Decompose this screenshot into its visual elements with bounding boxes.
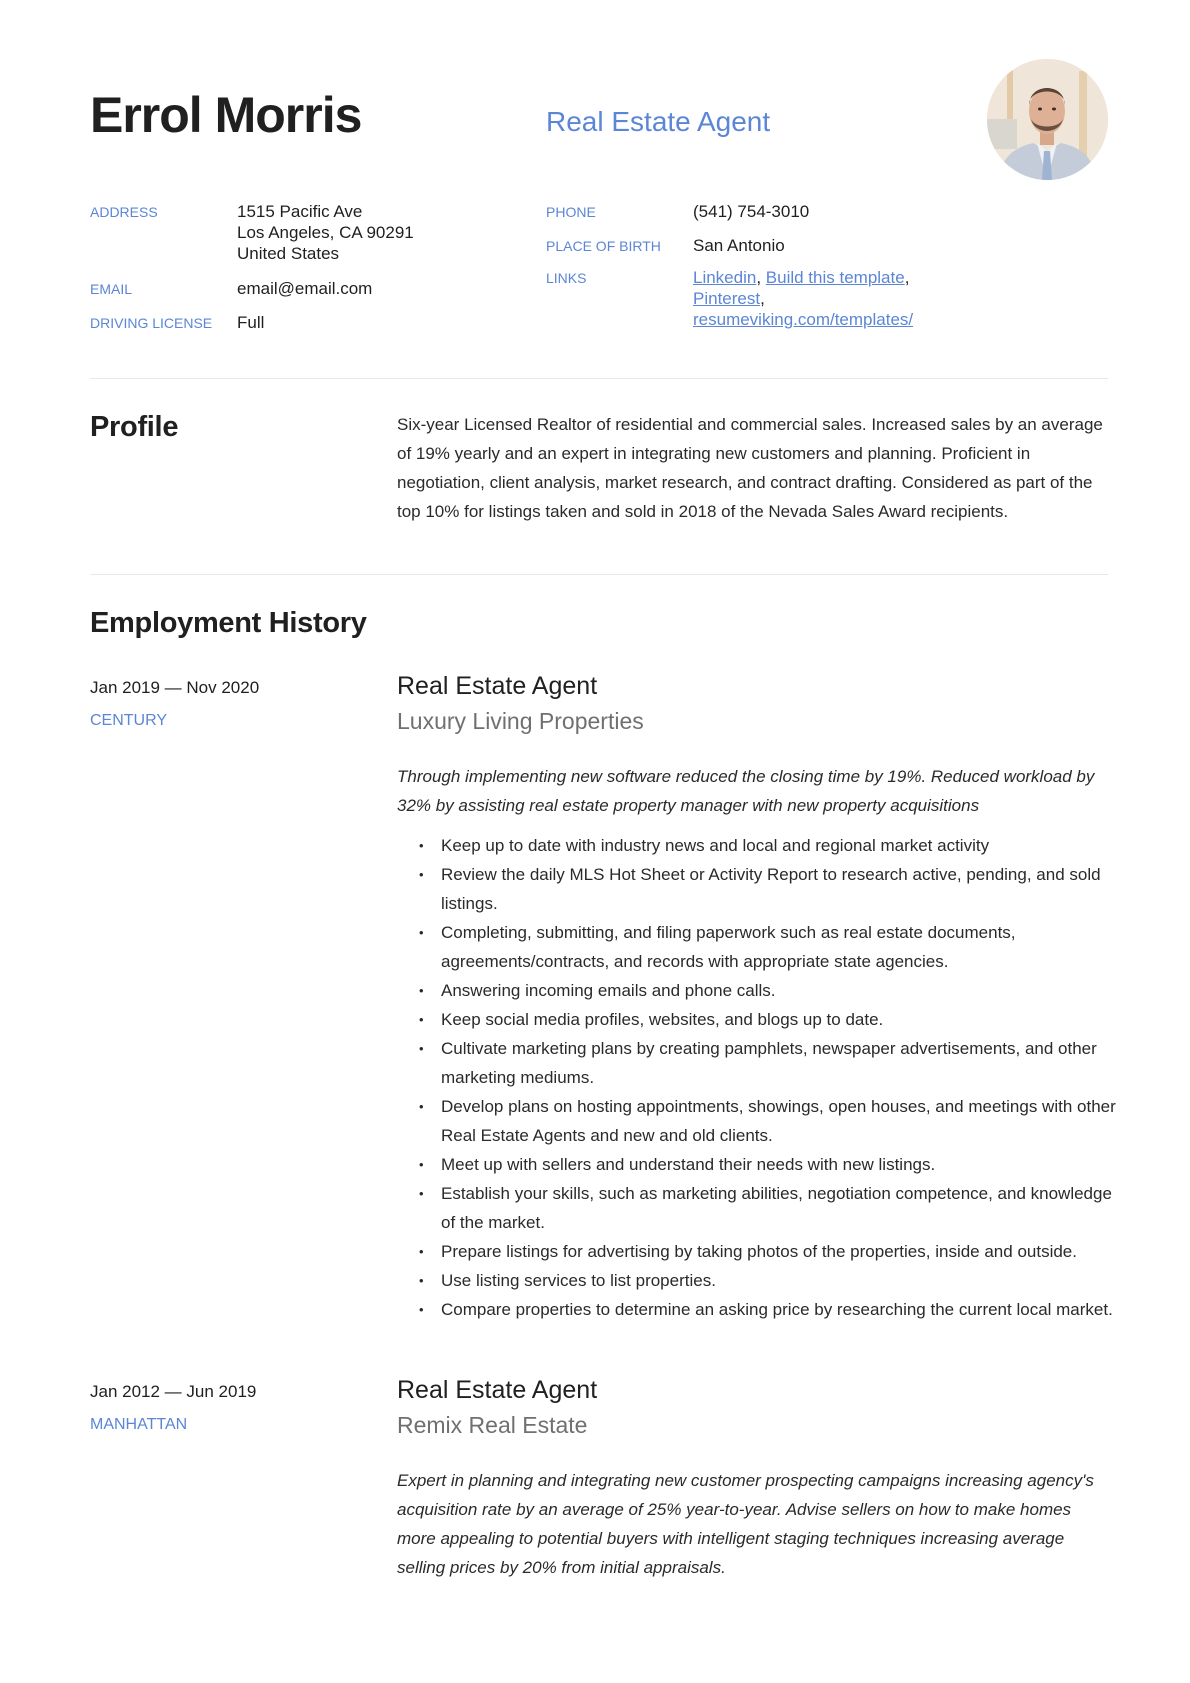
job-role: Real Estate Agent: [397, 1376, 598, 1404]
build-template-link[interactable]: Build this template: [765, 268, 905, 287]
list-item: • Review the daily MLS Hot Sheet or Activity Report to research active, pending, and sold listings.: [397, 860, 1117, 918]
address-label: ADDRESS: [90, 204, 158, 220]
job-location: CENTURY: [90, 712, 168, 729]
section-divider: [90, 574, 1108, 575]
list-item: • Prepare listings for advertising by taking photos of the properties, inside and outside.: [397, 1237, 1117, 1266]
profile-heading: Profile: [90, 411, 179, 443]
employment-heading: Employment History: [90, 607, 367, 639]
job-title: Real Estate Agent: [546, 106, 771, 137]
place-of-birth-value: San Antonio: [693, 236, 785, 255]
address-line: 1515 Pacific Ave: [237, 202, 363, 221]
job-location: MANHATTAN: [90, 1416, 188, 1433]
phone-value: (541) 754-3010: [693, 202, 810, 221]
job-dates: Jan 2012 — Jun 2019: [90, 1382, 257, 1401]
address-line: Los Angeles, CA 90291: [237, 223, 414, 242]
phone-label: PHONE: [546, 204, 596, 220]
driving-license-value: Full: [237, 313, 265, 332]
profile-text: Six-year Licensed Realtor of residential and commercial sales. Increased sales by an average of 19% yearly and an expert in integrating new customers and planning. Proficient in negotiation, client analysis, market research, and contract drafting. Considered as part of the top 10% for listings taken and sold in 2018 of the Nevada Sales Award recipients.: [397, 415, 1103, 521]
job-company: Remix Real Estate: [397, 1412, 588, 1438]
avatar: [987, 59, 1108, 180]
link-separator: ,: [756, 268, 766, 287]
links-label: LINKS: [546, 270, 587, 286]
list-item: • Compare properties to determine an asking price by researching the current local market.: [397, 1295, 1117, 1324]
candidate-name: Errol Morris: [90, 87, 362, 143]
list-item: • Use listing services to list properties.: [397, 1266, 1117, 1295]
list-item: • Answering incoming emails and phone calls.: [397, 976, 1117, 1005]
profile-photo-icon: [987, 59, 1108, 180]
list-item: • Keep up to date with industry news and local and regional market activity: [397, 831, 1117, 860]
address-value: [237, 201, 414, 264]
driving-license-label: DRIVING LICENSE: [90, 315, 213, 331]
job-responsibilities: [397, 831, 1117, 1324]
list-item: • Keep social media profiles, websites, and blogs up to date.: [397, 1005, 1117, 1034]
linkedin-link[interactable]: Linkedin: [693, 268, 757, 287]
section-divider: [90, 378, 1108, 379]
pinterest-link[interactable]: Pinterest: [693, 289, 761, 308]
link-separator: ,: [760, 289, 765, 308]
list-item: • Completing, submitting, and filing paperwork such as real estate documents, agreements/contracts, and records with appropriate state agencies.: [397, 918, 1117, 976]
resumeviking-link[interactable]: resumeviking.com/templates/: [693, 310, 914, 329]
list-item: • Develop plans on hosting appointments, showings, open houses, and meetings with other Real Estate Agents and new and old clients.: [397, 1092, 1117, 1150]
job-dates: Jan 2019 — Nov 2020: [90, 678, 260, 697]
job-summary: Through implementing new software reduced the closing time by 19%. Reduced workload by 32% by assisting real estate property manager with new property acquisitions: [397, 767, 1095, 815]
list-item: • Meet up with sellers and understand their needs with new listings.: [397, 1150, 1117, 1179]
links-list: [693, 267, 913, 330]
list-item: • Establish your skills, such as marketing abilities, negotiation competence, and knowledge of the market.: [397, 1179, 1117, 1237]
job-role: Real Estate Agent: [397, 672, 598, 700]
email-value: email@email.com: [237, 279, 373, 298]
address-line: United States: [237, 244, 340, 263]
job-company: Luxury Living Properties: [397, 708, 644, 734]
link-separator: ,: [904, 268, 910, 287]
job-summary: Expert in planning and integrating new customer prospecting campaigns increasing agency's acquisition rate by an average of 25% year-to-year. Advise sellers on how to make homes more appealing to potential buyers with intelligent staging techniques increasing average selling prices by 20% from initial appraisals.: [397, 1471, 1094, 1577]
list-item: • Cultivate marketing plans by creating pamphlets, newspaper advertisements, and other marketing mediums.: [397, 1034, 1117, 1092]
email-label: EMAIL: [90, 281, 133, 297]
place-of-birth-label: PLACE OF BIRTH: [546, 238, 661, 254]
